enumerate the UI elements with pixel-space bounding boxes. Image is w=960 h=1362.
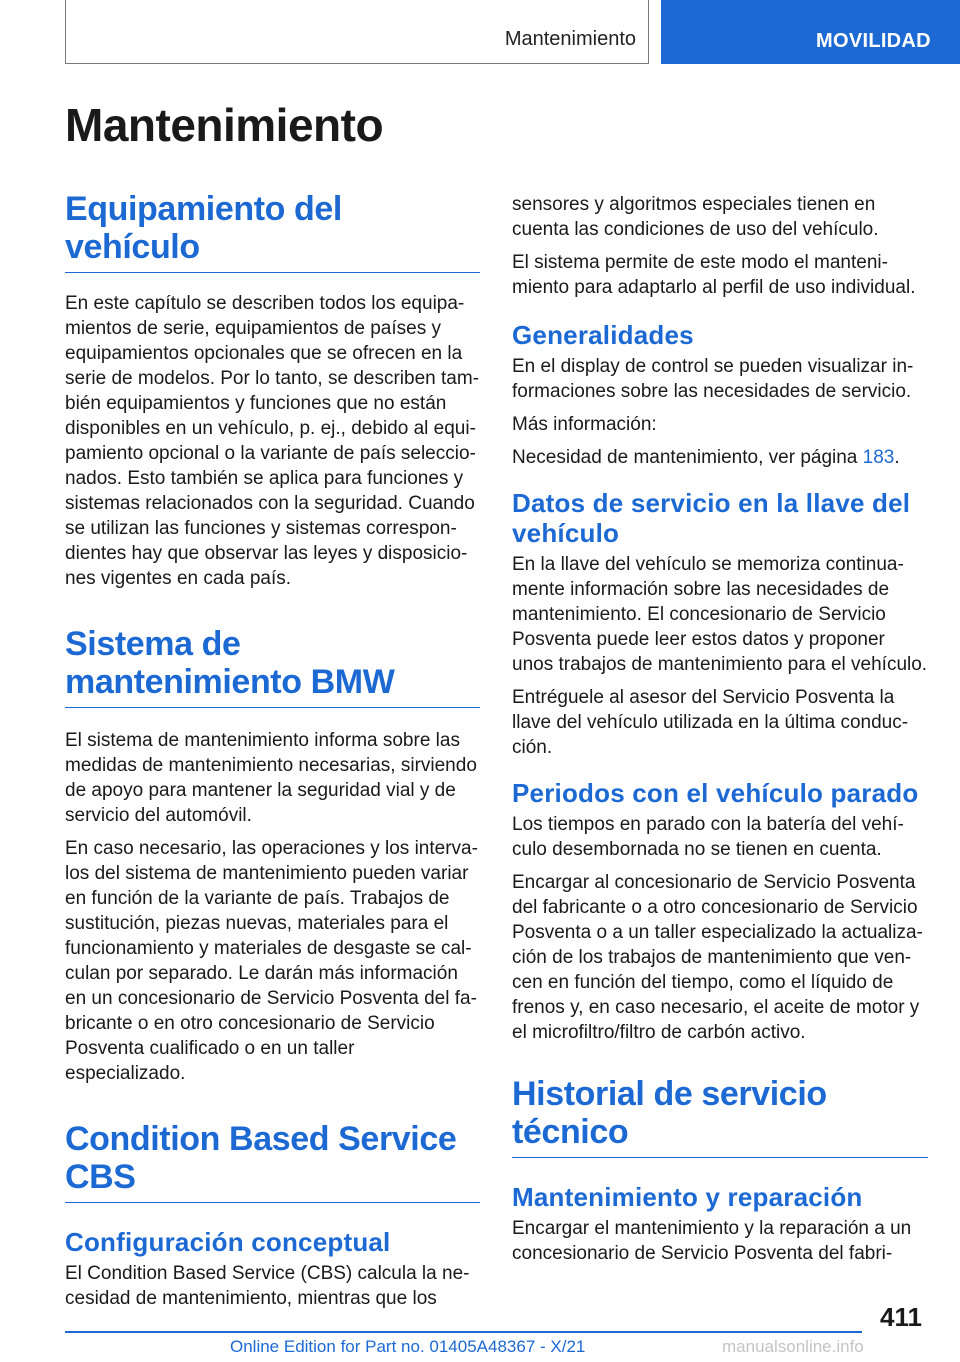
paragraph: sensores y algoritmos especiales tienen en cuenta las condiciones de uso del vehículo. (512, 194, 879, 240)
subheading-configuracion: Configuración conceptual (65, 1227, 391, 1257)
paragraph: En el display de control se pueden visualizar in-formaciones sobre las necesidades de servicio. (512, 356, 914, 402)
page-number: 411 (880, 1302, 922, 1332)
reference-text: Necesidad de mantenimiento, ver página (512, 447, 863, 468)
paragraph: Más información: (512, 414, 657, 435)
paragraph: El sistema de mantenimiento informa sobre las medidas de mantenimiento necesarias, sirviendo de apoyo para mantener la seguridad vial y de servicio del automóvil. (65, 730, 477, 826)
paragraph: Entréguele al asesor del Servicio Posventa la llave del vehículo utilizada en la última conduc-ción. (512, 687, 909, 758)
watermark-logo: manualsonline.info (722, 1337, 864, 1356)
heading-historial: Historial de servicio técnico (512, 1075, 928, 1158)
heading-equipamiento: Equipamiento del vehículo (65, 190, 480, 273)
subheading-periodos: Periodos con el vehículo parado (512, 778, 919, 808)
paragraph: El sistema permite de este modo el manteni-miento para adaptarlo al perfil de uso individual. (512, 252, 916, 298)
footer-edition: Online Edition for Part no. 01405A48367 - X/21 (230, 1337, 586, 1356)
subheading-generalidades: Generalidades (512, 320, 694, 350)
heading-sistema-mantenimiento: Sistema de mantenimiento BMW (65, 625, 480, 708)
paragraph: En este capítulo se describen todos los equipa-mientos de serie, equipamientos de países y equipamientos opcionales que se ofrecen en la serie de modelos. Por lo tanto, se describen tam-bién equipamientos y funciones que no están disponibles en un vehículo, p. ej., debido al equi-pamiento opcional o la variante de país seleccio-nados. Esto también se aplica para funciones y sistemas relacionados con la seguridad. Cuando se utilizan las funciones y sistemas correspon-dientes hay que observar las leyes y disposicio-nes vigentes en cada país. (65, 293, 479, 589)
paragraph: Los tiempos en parado con la batería del vehí-culo desembornada no se tienen en cuenta. (512, 814, 904, 860)
heading-cbs: Condition Based Service CBS (65, 1120, 480, 1203)
header-chapter-box (65, 0, 649, 64)
paragraph: Encargar al concesionario de Servicio Posventa del fabricante o a otro concesionario de Servicio Posventa o a un taller especializado la actualiza-ción de los trabajos de mantenimiento que ven-cen en función del tiempo, como el líquido de frenos y, en caso necesario, el aceite de motor y el microfiltro/filtro de carbón activo. (512, 872, 923, 1043)
left-column (65, 190, 480, 1311)
paragraph-reference (512, 445, 928, 470)
page-title: Mantenimiento (65, 99, 384, 151)
paragraph: En caso necesario, las operaciones y los interva-los del sistema de mantenimiento pueden variar en función de la variante de país. Trabajos de sustitución, piezas nuevas, materiales para el funcionamiento y materiales de desgaste se cal-culan por separado. Le darán más información en un concesionario de Servicio Posventa del fa-bricante o en otro concesionario de Servicio Posventa cualificado o en un taller especializado. (65, 838, 478, 1084)
reference-end: . (894, 447, 900, 468)
right-column (512, 192, 928, 1266)
footer-divider (65, 1331, 862, 1333)
subheading-mantenimiento-reparacion: Mantenimiento y reparación (512, 1182, 863, 1212)
header-section-label: MOVILIDAD (816, 30, 931, 52)
header-chapter: Mantenimiento (504, 28, 636, 50)
header-section-tab (661, 0, 960, 64)
paragraph: Encargar el mantenimiento y la reparación a un concesionario de Servicio Posventa del fabri- (512, 1218, 912, 1264)
paragraph: En la llave del vehículo se memoriza continua-mente información sobre las necesidades de mantenimiento. El concesionario de Servicio Posventa puede leer estos datos y proponer unos trabajos de mantenimiento para el vehículo. (512, 554, 928, 675)
paragraph: El Condition Based Service (CBS) calcula la ne-cesidad de mantenimiento, mientras que los (65, 1263, 470, 1309)
subheading-datos-servicio: Datos de servicio en la llave del vehículo (512, 488, 911, 548)
page-link-183[interactable]: 183 (862, 447, 895, 468)
